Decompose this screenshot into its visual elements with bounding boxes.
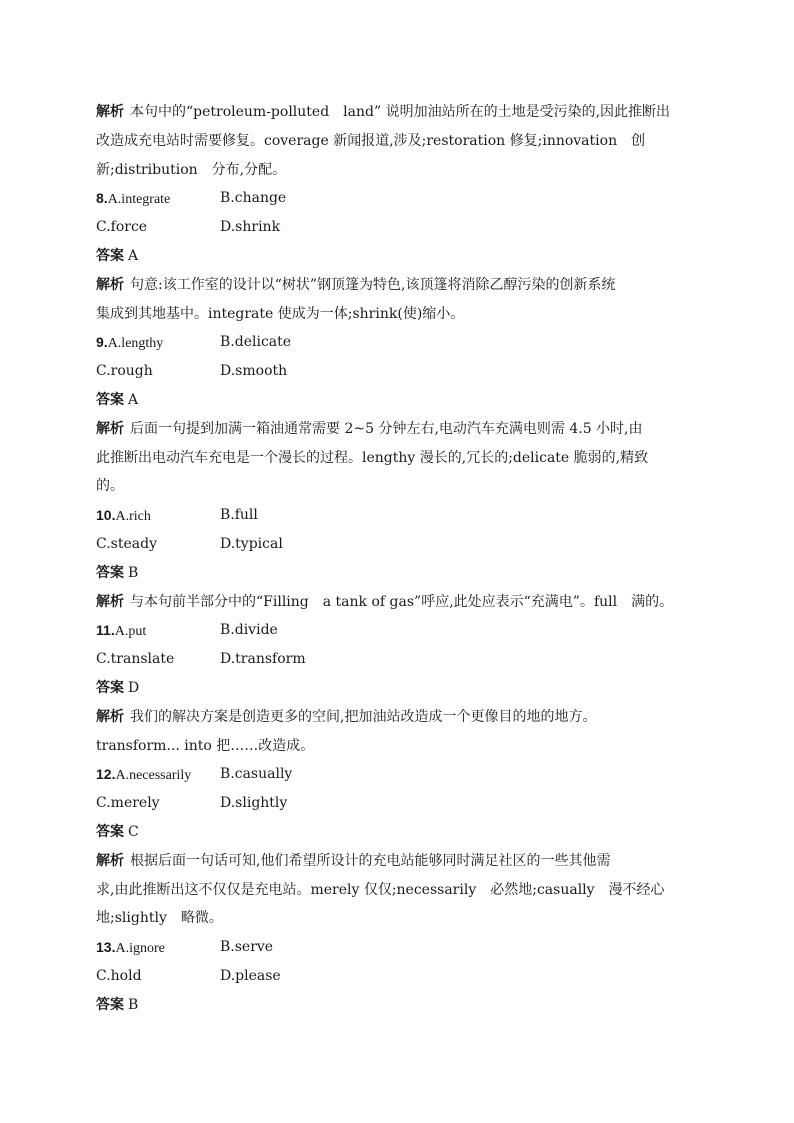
- answer-line: [96, 386, 696, 415]
- options-row: [96, 357, 696, 386]
- analysis-line: [96, 904, 696, 933]
- option-a-text: A.lengthy: [107, 336, 164, 352]
- option-a-text: A.put: [114, 624, 147, 640]
- options-row: [96, 213, 696, 242]
- option-c: C.steady: [96, 535, 157, 552]
- analysis-line: [96, 847, 696, 876]
- analysis-text: 集成到其地基中。integrate 使成为一体;shrink(使)缩小。: [96, 305, 465, 322]
- analysis-text: 本句中的“petroleum-polluted land” 说明加油站所在的土地是受污染的,因此推断出: [130, 104, 671, 120]
- option-a: 11.A.put: [96, 622, 147, 640]
- option-a-text: A.ignore: [115, 941, 165, 957]
- answer-line: [96, 242, 696, 271]
- option-c: C.merely: [96, 795, 160, 812]
- analysis-text: 求,由此推断出这不仅仅是充电站。merely 仅仅;necessarily 必然地;casually 漫不经心: [96, 881, 665, 898]
- options-row: [96, 645, 696, 674]
- question-block-13: [96, 933, 696, 1019]
- answer-label: 答案: [96, 823, 124, 840]
- option-b: B.serve: [220, 939, 274, 956]
- answer-value: A: [128, 391, 139, 408]
- options-row: [96, 616, 696, 645]
- option-c: C.rough: [96, 363, 153, 380]
- question-number: 12: [96, 766, 112, 783]
- analysis-text: 此推断出电动汽车充电是一个漫长的过程。lengthy 漫长的,冗长的;delicate 脆弱的,精致: [96, 449, 649, 466]
- option-a-text: A.rich: [115, 509, 151, 525]
- option-c: C.hold: [96, 967, 142, 984]
- answer-label: 答案: [96, 247, 124, 264]
- answer-line: [96, 991, 696, 1020]
- analysis-text: 与本句前半部分中的“Filling a tank of gas”呼应,此处应表示“充满电”。full 满的。: [130, 593, 674, 610]
- question-block-9: [96, 328, 696, 501]
- analysis-line: [96, 300, 696, 329]
- option-a: 12.A.necessarily: [96, 766, 192, 784]
- analysis-text: transform... into 把……改造成。: [96, 737, 315, 754]
- question-number: 9: [96, 334, 104, 351]
- analysis-text: 改造成充电站时需要修复。coverage 新闻报道,涉及;restoration 修复;innovation 创: [96, 132, 646, 149]
- option-a: 9.A.lengthy: [96, 334, 164, 352]
- analysis-line: [96, 98, 696, 127]
- analysis-line: [96, 415, 696, 444]
- option-d: D.typical: [220, 535, 283, 552]
- option-b: B.divide: [220, 622, 278, 639]
- analysis-line: [96, 127, 696, 156]
- question-number: 8: [96, 190, 104, 207]
- options-row: [96, 789, 696, 818]
- option-a-text: A.necessarily: [115, 768, 192, 784]
- analysis-text: 句意:该工作室的设计以“树状”钢顶篷为特色,该顶篷将消除乙醇污染的创新系统: [130, 276, 616, 293]
- options-row: [96, 530, 696, 559]
- question-list: [96, 184, 696, 1019]
- analysis-line: [96, 876, 696, 905]
- option-d: D.please: [220, 967, 281, 984]
- answer-value: A: [128, 247, 139, 264]
- question-number: 13: [96, 939, 112, 956]
- options-row: [96, 184, 696, 213]
- analysis-text: 新;distribution 分布,分配。: [96, 161, 287, 178]
- option-c: C.translate: [96, 651, 175, 668]
- analysis-label: 解析: [96, 420, 124, 437]
- document-page: [96, 98, 696, 1020]
- answer-label: 答案: [96, 564, 124, 581]
- analysis-line: [96, 444, 696, 473]
- question-number: 11: [96, 622, 111, 639]
- analysis-text: 我们的解决方案是创造更多的空间,把加油站改造成一个更像目的地的地方。: [130, 708, 597, 725]
- option-b: B.casually: [220, 766, 293, 783]
- answer-label: 答案: [96, 679, 124, 696]
- analysis-line: [96, 472, 696, 501]
- option-b: B.change: [220, 190, 287, 207]
- options-row: [96, 760, 696, 789]
- option-b: B.delicate: [220, 334, 292, 351]
- answer-line: [96, 559, 696, 588]
- options-row: [96, 933, 696, 962]
- option-d: D.transform: [220, 651, 306, 668]
- answer-value: C: [128, 823, 139, 840]
- answer-line: [96, 674, 696, 703]
- analysis-text: 的。: [96, 478, 124, 495]
- question-number: 10: [96, 507, 112, 524]
- option-d: D.smooth: [220, 363, 288, 380]
- question-block-11: [96, 616, 696, 760]
- analysis-line: [96, 588, 696, 617]
- analysis-line: [96, 703, 696, 732]
- option-a: 8.A.integrate: [96, 190, 171, 208]
- analysis-label: 解析: [96, 852, 124, 869]
- option-b: B.full: [220, 507, 258, 524]
- analysis-label: 解析: [96, 593, 124, 610]
- analysis-label: 解析: [96, 276, 124, 293]
- analysis-text: 根据后面一句话可知,他们希望所设计的充电站能够同时满足社区的一些其他需: [130, 852, 611, 869]
- option-a-text: A.integrate: [107, 192, 171, 208]
- question-block-8: [96, 184, 696, 328]
- option-d: D.slightly: [220, 795, 288, 812]
- answer-label: 答案: [96, 996, 124, 1013]
- answer-value: B: [128, 564, 139, 581]
- option-a: 10.A.rich: [96, 507, 151, 525]
- answer-line: [96, 818, 696, 847]
- options-row: [96, 962, 696, 991]
- question-block-12: [96, 760, 696, 933]
- analysis-label: 解析: [96, 708, 124, 725]
- analysis-line: [96, 732, 696, 761]
- options-row: [96, 328, 696, 357]
- option-a: 13.A.ignore: [96, 939, 165, 957]
- analysis-line: [96, 271, 696, 300]
- options-row: [96, 501, 696, 530]
- option-d: D.shrink: [220, 219, 281, 236]
- option-c: C.force: [96, 219, 148, 236]
- question-block-10: [96, 501, 696, 616]
- answer-label: 答案: [96, 391, 124, 408]
- analysis-block-7: [96, 98, 696, 184]
- analysis-line: [96, 156, 696, 185]
- analysis-text: 地;slightly 略微。: [96, 910, 223, 927]
- answer-value: D: [128, 679, 140, 696]
- analysis-label: 解析: [96, 104, 124, 120]
- answer-value: B: [128, 996, 139, 1013]
- analysis-text: 后面一句提到加满一箱油通常需要 2~5 分钟左右,电动汽车充满电则需 4.5 小时,由: [130, 420, 643, 437]
